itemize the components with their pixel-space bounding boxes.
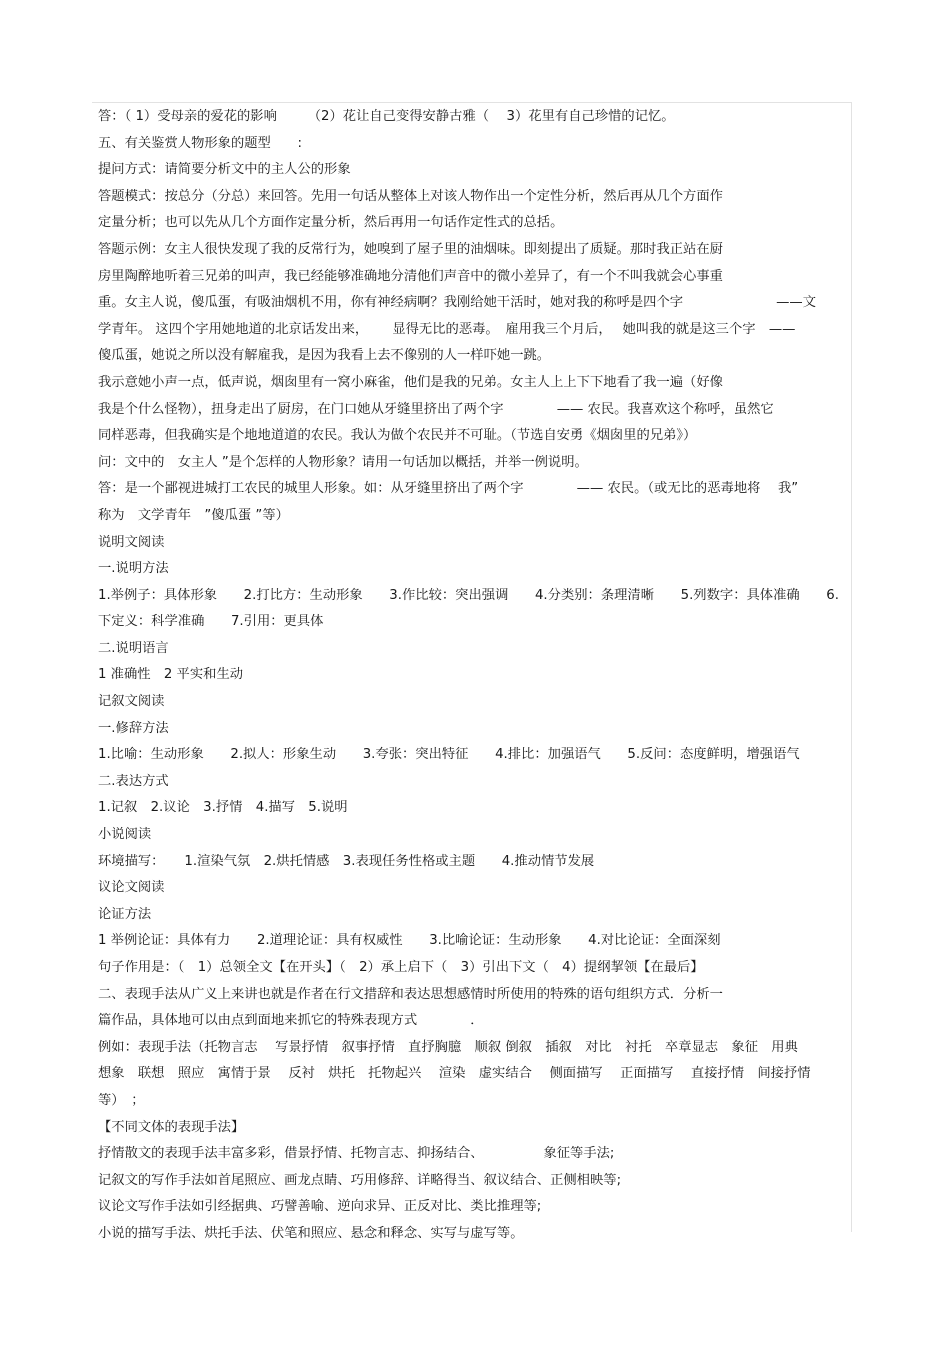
section-heading: 说明文阅读 bbox=[98, 534, 165, 550]
text-line: 例如：表现手法（托物言志 写景抒情 叙事抒情 直抒胸臆 顺叙 倒叙 插叙 对比 衬托 卒章显志 象征 用典 bbox=[98, 1039, 798, 1055]
text-line: 我示意她小声一点，低声说，烟囱里有一窝小麻雀，他们是我的兄弟。女主人上上下下地看了我一遍（好像 bbox=[98, 374, 723, 390]
text-line: 答：（ 1）受母亲的爱花的影响 （2）花让自己变得安静古雅（ 3）花里有自己珍惜的记忆。 bbox=[98, 109, 675, 124]
text-line: 问：文中的 女主人 ”是个怎样的人物形象？请用一句话加以概括，并举一例说明。 bbox=[98, 454, 588, 470]
text-line: 小说的描写手法、烘托手法、伏笔和照应、悬念和释念、实写与虚写等。 bbox=[98, 1225, 524, 1241]
subsection-heading: 一.修辞方法 bbox=[98, 720, 169, 736]
text-line: 重。女主人说，傻瓜蛋，有吸油烟机不用，你有神经病啊？我刚给她干活时，她对我的称呼是四个字 ——文 bbox=[98, 295, 817, 311]
text-line: 记叙文的写作手法如首尾照应、画龙点睛、巧用修辞、详略得当、叙议结合、正侧相映等; bbox=[98, 1172, 622, 1188]
text-line: 1.比喻：生动形象 2.拟人：形象生动 3.夸张：突出特征 4.排比：加强语气 5.反问：态度鲜明，增强语气 bbox=[98, 747, 800, 763]
text-line: 环境描写： 1.渲染气氛 2.烘托情感 3.表现任务性格或主题 4.推动情节发展 bbox=[98, 853, 595, 869]
text-line: 称为 文学青年 ”傻瓜蛋 ”等） bbox=[98, 507, 289, 523]
text-line: 下定义：科学准确 7.引用：更具体 bbox=[98, 614, 324, 630]
text-line: 1 举例论证：具体有力 2.道理论证：具有权威性 3.比喻论证：生动形象 4.对比论证：全面深刻 bbox=[98, 933, 721, 949]
text-line: 议论文写作手法如引经据典、巧譬善喻、逆向求异、正反对比、类比推理等; bbox=[98, 1199, 542, 1215]
document-body bbox=[98, 104, 852, 1248]
text-line: 提问方式：请简要分析文中的主人公的形象 bbox=[98, 162, 351, 178]
subsection-heading: 一.说明方法 bbox=[98, 561, 169, 577]
subsection-heading: 论证方法 bbox=[98, 906, 152, 922]
text-line: 抒情散文的表现手法丰富多彩，借景抒情、托物言志、抑扬结合、 象征等手法; bbox=[98, 1146, 615, 1162]
text-line: 二、表现手法从广义上来讲也就是作者在行文措辞和表达思想感情时所使用的特殊的语句组织方式．分析一 bbox=[98, 986, 723, 1002]
text-line: 1 准确性 2 平实和生动 bbox=[98, 667, 244, 683]
text-line: 篇作品，具体地可以由点到面地来抓它的特殊表现方式 ． bbox=[98, 1013, 484, 1029]
text-line: 等） ； bbox=[98, 1092, 145, 1108]
text-line: 我是个什么怪物），扭身走出了厨房，在门口她从牙缝里挤出了两个字 —— 农民。我喜欢这个称呼，虽然它 bbox=[98, 401, 774, 417]
section-heading: 记叙文阅读 bbox=[98, 694, 165, 710]
text-line: 答题模式：按总分（分总）来回答。先用一句话从整体上对该人物作出一个定性分析，然后再从几个方面作 bbox=[98, 188, 723, 204]
section-heading: 五、有关鉴赏人物形象的题型 : bbox=[98, 135, 302, 151]
text-line: 定量分析；也可以先从几个方面作定量分析，然后再用一句话作定性式的总括。 bbox=[98, 215, 564, 231]
text-line: 傻瓜蛋，她说之所以没有解雇我，是因为我看上去不像别的人一样吓她一跳。 bbox=[98, 348, 551, 364]
section-heading: 小说阅读 bbox=[98, 827, 152, 843]
section-heading: 议论文阅读 bbox=[98, 880, 165, 896]
text-line: 想象 联想 照应 寓情于景 反衬 烘托 托物起兴 渲染 虚实结合 侧面描写 正面描写 直接抒情 间接抒情 bbox=[98, 1066, 811, 1082]
text-line: 1.举例子：具体形象 2.打比方：生动形象 3.作比较：突出强调 4.分类别：条理清晰 5.列数字：具体准确 6. bbox=[98, 587, 839, 603]
section-heading: 【不同文体的表现手法】 bbox=[98, 1119, 245, 1135]
text-line: 房里陶醉地听着三兄弟的叫声，我已经能够准确地分清他们声音中的微小差异了，有一个不叫我就会心事重 bbox=[98, 268, 723, 284]
text-line: 答：是一个鄙视进城打工农民的城里人形象。如：从牙缝里挤出了两个字 —— 农民。（或无比的恶毒地将 我” bbox=[98, 481, 799, 497]
text-line: 1.记叙 2.议论 3.抒情 4.描写 5.说明 bbox=[98, 800, 348, 816]
text-line: 同样恶毒，但我确实是个地地道道的农民。我认为做个农民并不可耻。（节选自安勇《烟囱里的兄弟》） bbox=[98, 428, 697, 444]
text-line: 句子作用是：（ 1）总领全文【在开头】（ 2）承上启下（ 3）引出下文（ 4）提纲挈领【在最后】 bbox=[98, 960, 704, 975]
subsection-heading: 二.表达方式 bbox=[98, 773, 169, 789]
text-line: 答题示例：女主人很快发现了我的反常行为，她嗅到了屋子里的油烟味。即刻提出了质疑。那时我正站在厨 bbox=[98, 241, 723, 257]
text-line: 学青年。 这四个字用她地道的北京话发出来， 显得无比的恶毒。 雇用我三个月后， 她叫我的就是这三个字 —— bbox=[98, 321, 796, 337]
subsection-heading: 二.说明语言 bbox=[98, 640, 169, 656]
